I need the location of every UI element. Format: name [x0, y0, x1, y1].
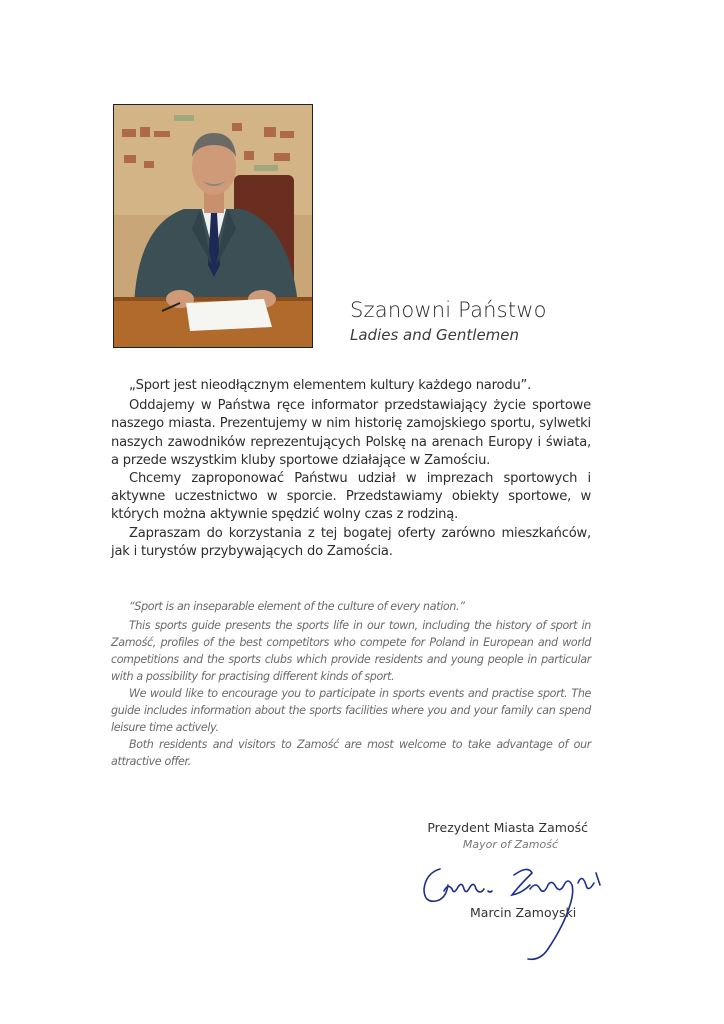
signoff-title-en: Mayor of Zamość	[462, 838, 558, 851]
greeting-title-en: Ladies and Gentlemen	[350, 326, 520, 344]
english-letter-body	[111, 598, 591, 770]
polish-paragraph: Chcemy zaproponować Państwu udział w imprezach sportowych i aktywne uczestnictwo w sporcie. Przedstawiamy obiekty sportowe, w których można aktywnie spędzić wolny czas z rodziną.	[111, 471, 591, 523]
portrait-photo	[113, 104, 313, 348]
polish-letter-body	[111, 377, 591, 561]
english-paragraph: Both residents and visitors to Zamość are most welcome to take advantage of our attractive offer.	[111, 738, 591, 768]
greeting-title-pl: Szanowni Państwo	[350, 298, 547, 322]
english-paragraph: This sports guide presents the sports life in our town, including the history of sport in Zamość, profiles of the best competitors who compete for Poland in European and world competitions and the sports clubs which provide residents and young people in particular with a possibility for practising different kinds of sport.	[111, 619, 591, 683]
signoff-title-pl: Prezydent Miasta Zamość	[427, 820, 588, 835]
polish-paragraph: Zapraszam do korzystania z tej bogatej oferty zarówno mieszkańców, jak i turystów przybywających do Zamościa.	[111, 525, 591, 559]
english-quote: “Sport is an inseparable element of the culture of every nation.”	[129, 600, 465, 613]
signoff-name: Marcin Zamoyski	[470, 905, 577, 920]
portrait-illustration	[114, 105, 312, 347]
english-paragraph: We would like to encourage you to participate in sports events and practise sport. The guide includes information about the sports facilities where you and your family can spend leisure time actively.	[111, 687, 591, 734]
greeting-heading	[350, 298, 547, 344]
polish-paragraph: Oddajemy w Państwa ręce informator przedstawiający życie sportowe naszego miasta. Prezentujemy w nim historię zamojskiego sportu, sylwetki naszych zawodników reprezentujących Polskę na arenach Europy i świata, a przede wszystkim kluby sportowe działające w Zamościu.	[111, 398, 591, 468]
polish-quote: „Sport jest nieodłącznym elementem kultury każdego narodu”.	[129, 378, 532, 393]
